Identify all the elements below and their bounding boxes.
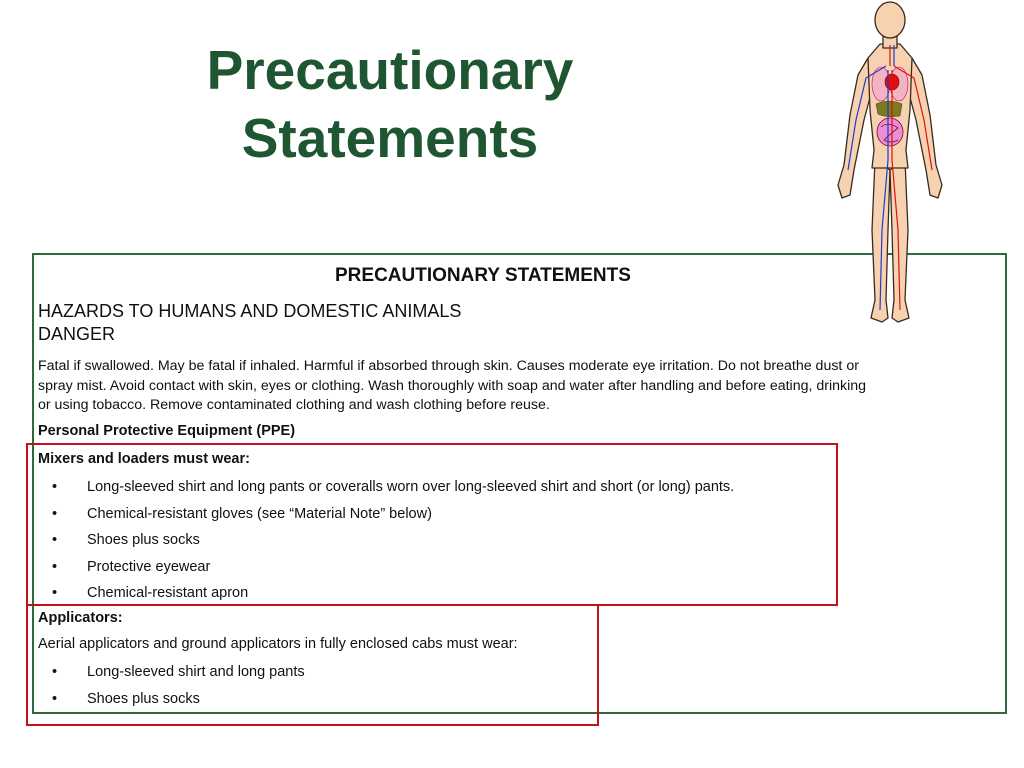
list-item-text: Long-sleeved shirt and long pants or coveralls worn over long-sleeved shirt and short (or long) pants. (87, 479, 735, 495)
label-heading: PRECAUTIONARY STATEMENTS (335, 265, 631, 286)
bullet-icon: • (52, 558, 58, 575)
signal-word: DANGER (38, 324, 116, 344)
hazard-text-line1: Fatal if swallowed. May be fatal if inhaled. Harmful if absorbed through skin. Causes moderate eye irritation. Do not breathe dust or (38, 358, 859, 374)
hazard-heading (38, 300, 461, 346)
hazard-heading-line1: HAZARDS TO HUMANS AND DOMESTIC ANIMALS (38, 301, 462, 321)
list-item-text: Long-sleeved shirt and long pants (87, 664, 305, 680)
applicators-heading: Applicators: (38, 610, 123, 626)
slide-title-line2: Statements (241, 107, 539, 169)
list-item-text: Shoes plus socks (87, 532, 200, 548)
list-item-text: Chemical-resistant apron (87, 585, 249, 601)
bullet-icon: • (52, 690, 58, 707)
bullet-icon: • (52, 532, 58, 548)
hazard-statement (38, 357, 1004, 416)
list-item-text: Shoes plus socks (87, 690, 200, 707)
bullet-icon: • (52, 479, 58, 495)
slide-title-line1: Precautionary (206, 39, 574, 101)
bullet-icon: • (52, 505, 58, 522)
human-anatomy-figure-icon (828, 0, 952, 328)
slide-title (130, 36, 650, 172)
hazard-text-line3: or using tobacco. Remove contaminated clothing and wash clothing before reuse. (38, 397, 550, 413)
bullet-icon: • (52, 585, 58, 601)
list-item-text: Chemical-resistant gloves (see “Material Note” below) (87, 505, 432, 522)
applicators-text: Aerial applicators and ground applicators in fully enclosed cabs must wear: (38, 636, 518, 652)
list-item-text: Protective eyewear (87, 558, 211, 575)
hazard-text-line2: spray mist. Avoid contact with skin, eyes or clothing. Wash thoroughly with soap and water after handling and before eating, drinking (38, 377, 867, 394)
ppe-heading: Personal Protective Equipment (PPE) (38, 423, 296, 439)
bullet-icon: • (52, 664, 58, 680)
mixers-heading: Mixers and loaders must wear: (38, 451, 250, 467)
